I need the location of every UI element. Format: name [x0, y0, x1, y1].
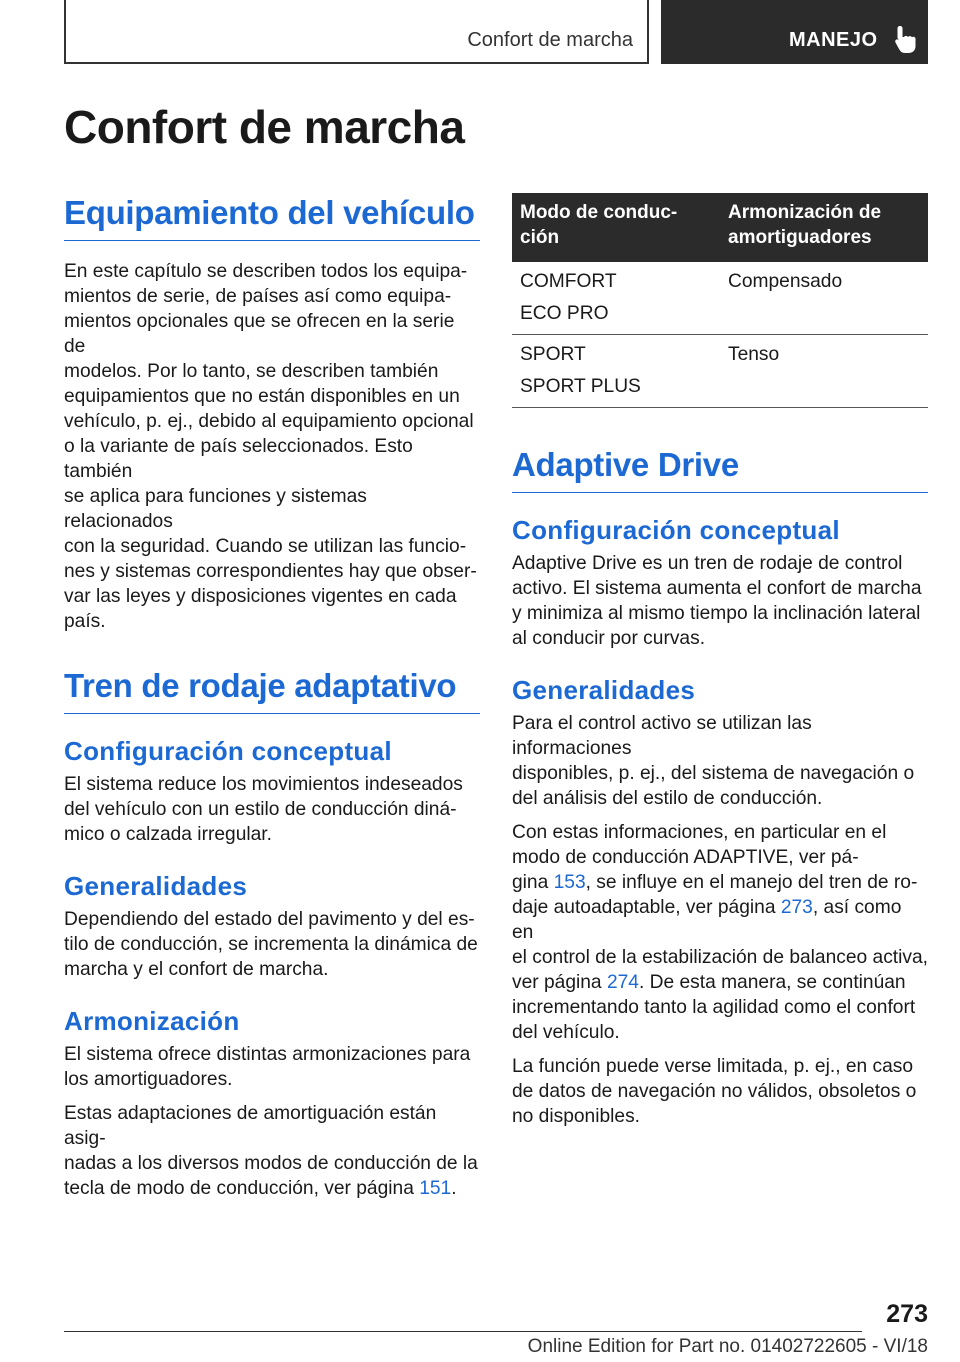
heading-configuracion-conceptual-right: Configuración conceptual — [512, 515, 840, 545]
heading-configuracion-conceptual-left: Configuración conceptual — [64, 736, 392, 766]
paragraph-configuracion-right: Adaptive Drive es un tren de rodaje de control activo. El sistema aumenta el confort de marcha y minimiza al mismo tiempo la inclinación lateral al conducir por curvas. — [512, 553, 922, 649]
table-cell-modes: COMFORT ECO PRO — [512, 262, 720, 335]
page-reference-151[interactable]: 151 — [419, 1178, 452, 1199]
page-title: Confort de marcha — [64, 101, 465, 153]
heading-adaptive-drive: Adaptive Drive — [512, 446, 928, 493]
heading-tren-de-rodaje: Tren de rodaje adaptativo — [64, 667, 480, 714]
table-header-driving-mode: Modo de conduc- ción — [512, 193, 720, 262]
damping-tuning-table — [512, 193, 928, 408]
running-header-section-box — [64, 0, 649, 64]
table-row — [512, 262, 928, 335]
table-cell-tuning: Tenso — [720, 335, 928, 408]
table-header-damper-tuning: Armonización de amortiguadores — [720, 193, 928, 262]
paragraph-generalidades-right-1: Para el control activo se utilizan las informaciones disponibles, p. ej., del sistema de navegación o del análisis del estilo de conducción. — [512, 713, 915, 809]
page-reference-273[interactable]: 273 — [780, 897, 813, 918]
running-header-chapter-box — [661, 0, 928, 64]
table-header-row — [512, 193, 928, 262]
table-row — [512, 335, 928, 408]
left-column — [64, 190, 480, 1201]
paragraph-generalidades-left: Dependiendo del estado del pavimento y del es- tilo de conducción, se incrementa la dinámica de marcha y el confort de marcha. — [64, 909, 478, 980]
pointing-hand-icon — [893, 24, 919, 54]
paragraph-generalidades-right-2: Con estas informaciones, en particular en el modo de conducción ADAPTIVE, ver pá- gina 153, se influye en el manejo del tren de ro- daje autoadaptable, ver página 273, así como en el control de la estabilización de balanceo activa, ver página 274. De esta manera, se continúan incrementando tanto la agilidad como el confort del vehículo. — [512, 822, 928, 1043]
table-cell-tuning: Compensado — [720, 262, 928, 335]
paragraph-armonizacion-1: El sistema ofrece distintas armonizaciones para los amortiguadores. — [64, 1044, 471, 1090]
heading-equipamiento: Equipamiento del vehículo — [64, 194, 480, 241]
heading-generalidades-left: Generalidades — [64, 871, 248, 901]
paragraph-configuracion-left: El sistema reduce los movimientos indeseados del vehículo con un estilo de conducción diná- mico o calzada irregular. — [64, 774, 463, 845]
right-column — [512, 190, 928, 1129]
running-header-chapter: MANEJO — [789, 29, 878, 51]
heading-generalidades-right: Generalidades — [512, 675, 696, 705]
page-reference-274[interactable]: 274 — [606, 972, 639, 993]
heading-armonizacion: Armonización — [64, 1006, 240, 1036]
paragraph-equipamiento: En este capítulo se describen todos los equipa- mientos de serie, de países así como equipa- mientos opcionales que se ofrecen en la serie de modelos. Por lo tanto, se describen también equipamientos que no están disponibles en un vehículo, p. ej., debido al equipamiento opcional o la variante de país seleccionados. Esto también se aplica para funciones y sistemas relacionados con la seguridad. Cuando se utilizan las funcio- nes y sistemas correspondientes hay que obser- var las leyes y disposiciones vigentes en cada país. — [64, 261, 477, 632]
page-number: 273 — [886, 1300, 928, 1328]
running-header-section: Confort de marcha — [467, 29, 633, 51]
table-cell-modes: SPORT SPORT PLUS — [512, 335, 720, 408]
page-reference-153[interactable]: 153 — [553, 872, 586, 893]
footer-edition-text: Online Edition for Part no. 01402722605 - VI/18 — [527, 1336, 928, 1357]
paragraph-generalidades-right-3: La función puede verse limitada, p. ej., en caso de datos de navegación no válidos, obsoletos o no disponibles. — [512, 1056, 917, 1127]
footer-divider — [64, 1331, 862, 1332]
paragraph-armonizacion-2: Estas adaptaciones de amortiguación están asig- nadas a los diversos modos de conducción de la tecla de modo de conducción, ver página 151. — [64, 1103, 478, 1199]
